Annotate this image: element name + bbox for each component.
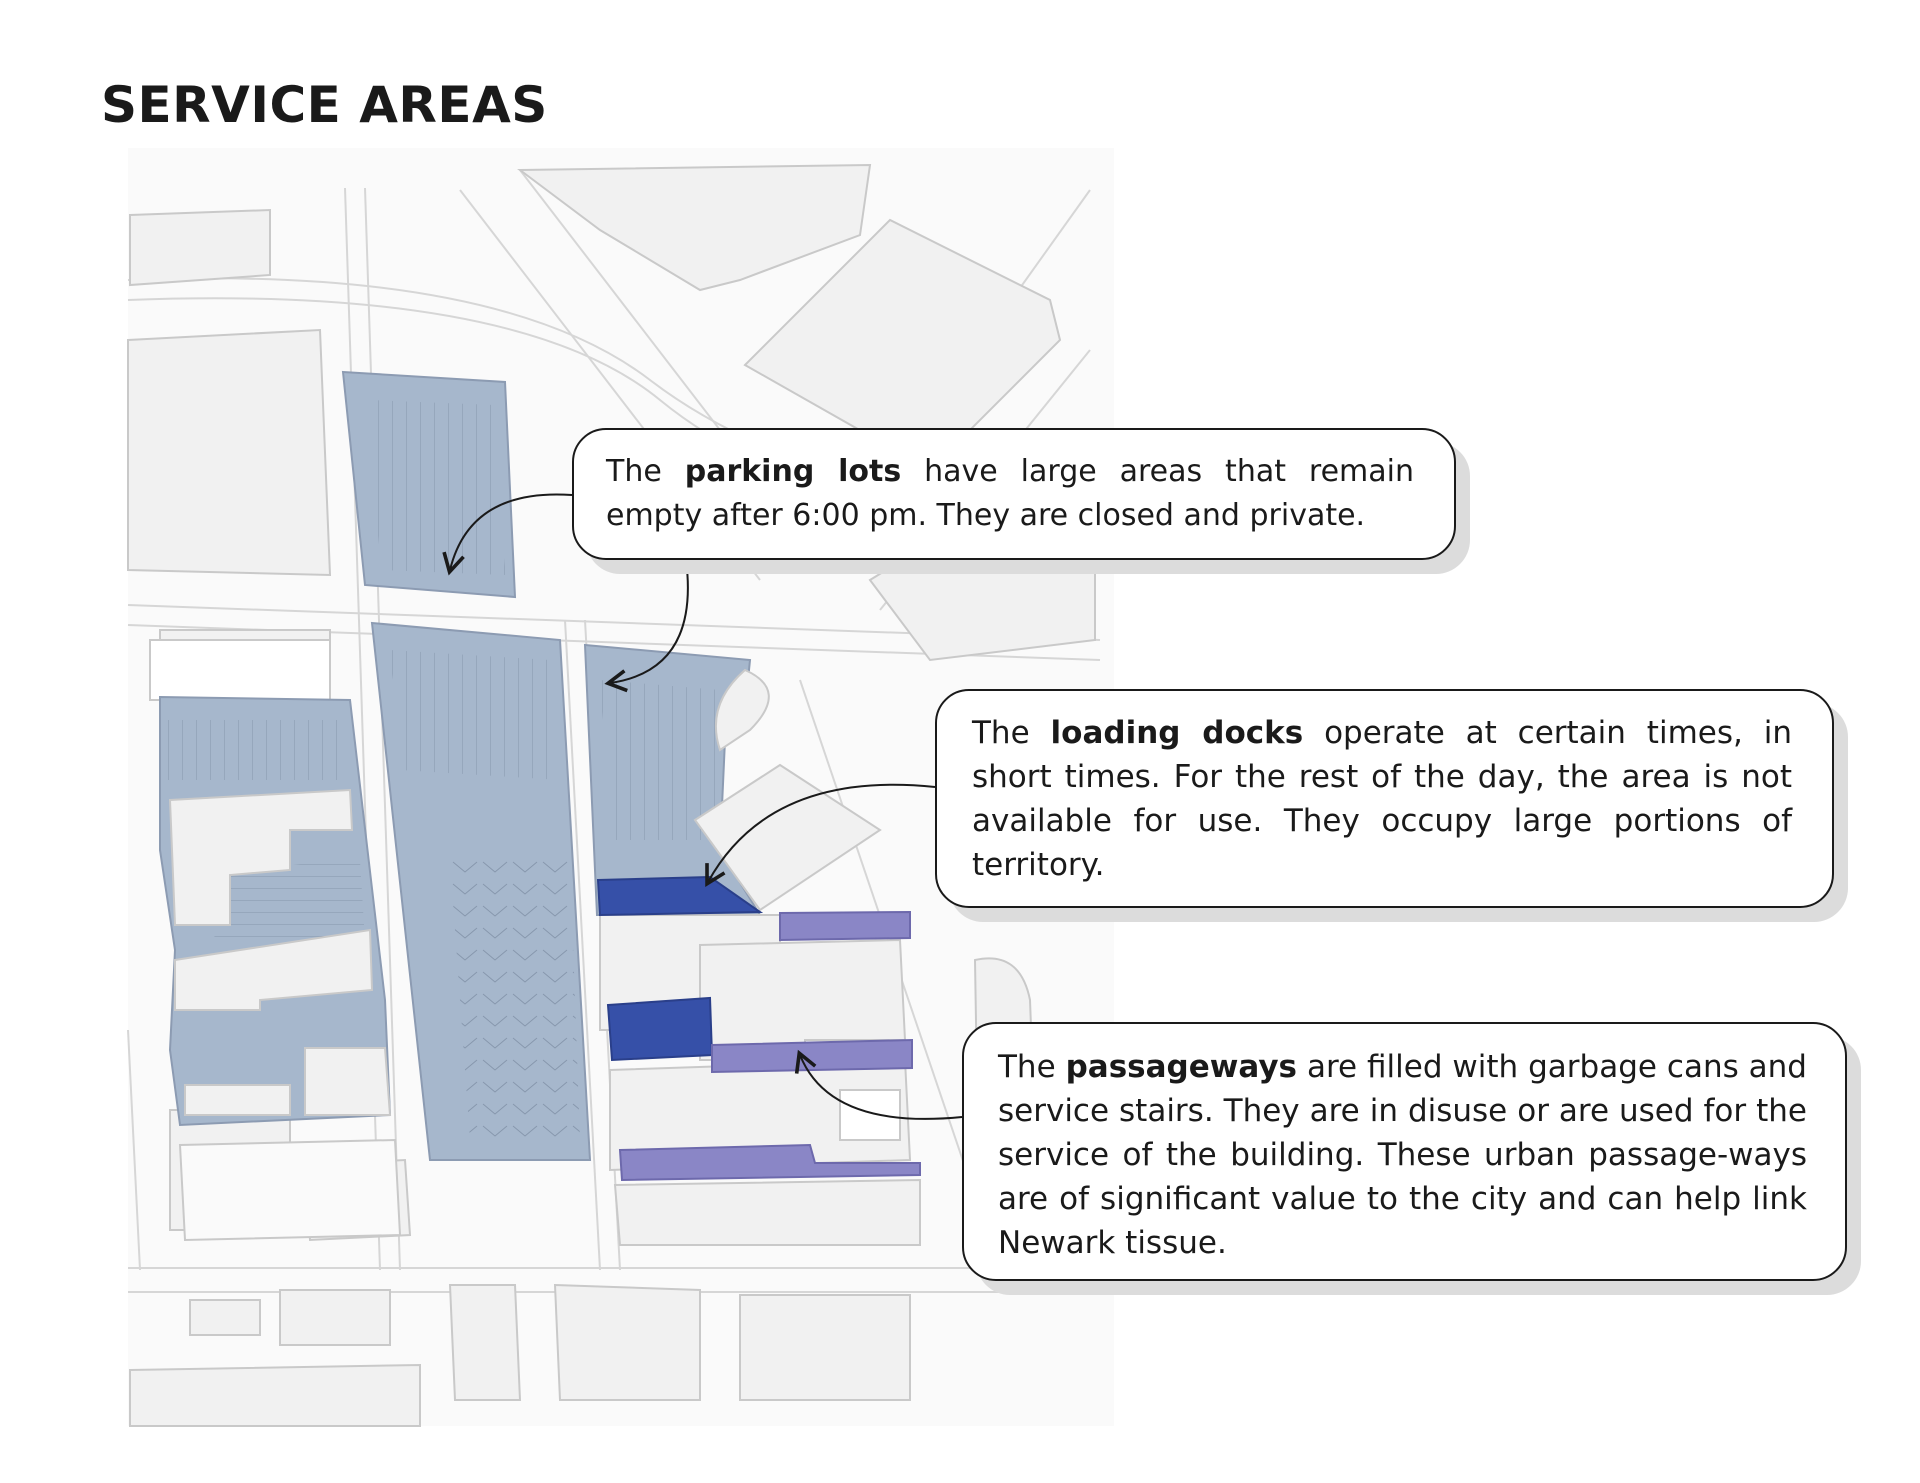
passageway-north	[780, 912, 910, 940]
callout-loading-docks	[935, 689, 1834, 908]
callout-loading-after: operate at certain times, in short times. For the rest of the day, the area is not available for use. They occupy large portions of territory.	[972, 715, 1792, 883]
callout-passage-after: are filled with garbage cans and service stairs. They are in disuse or are used for the service of the building. These urban passage-ways are of significant value to the city and can help link Newark tissue.	[998, 1049, 1807, 1261]
callout-parking-after: have large areas that remain empty after 6:00 pm. They are closed and private.	[606, 454, 1414, 533]
callout-loading-before: The	[972, 715, 1051, 751]
callout-parking-bold: parking lots	[684, 454, 902, 489]
loading-dock-south	[608, 998, 712, 1060]
callout-passage-before: The	[998, 1049, 1066, 1085]
callout-parking-lots	[572, 428, 1456, 560]
callout-passageways	[962, 1022, 1847, 1281]
page-title: SERVICE AREAS	[101, 76, 548, 134]
passageway-middle	[712, 1040, 912, 1072]
callout-passage-bold: passageways	[1065, 1049, 1298, 1085]
callout-parking-before: The	[606, 454, 685, 489]
callout-loading-bold: loading docks	[1050, 715, 1304, 751]
